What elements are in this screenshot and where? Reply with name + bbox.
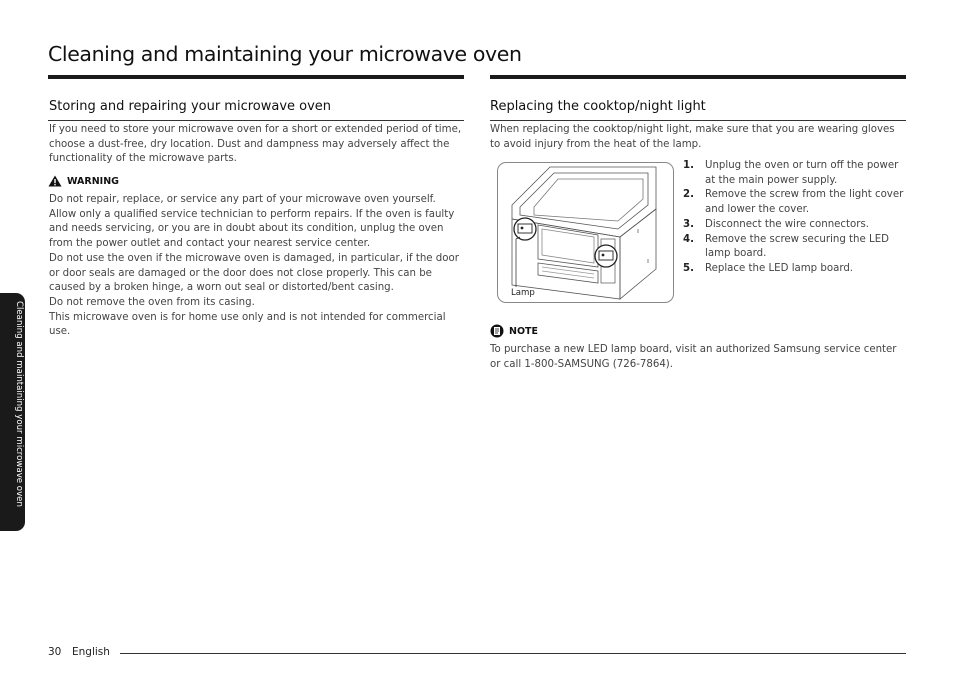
page-title: Cleaning and maintaining your microwave oven: [48, 42, 522, 66]
storing-section-heading: Storing and repairing your microwave oven: [49, 99, 332, 114]
step-text: Disconnect the wire connectors.: [705, 218, 869, 230]
title-rule-left: [48, 75, 464, 79]
step-number: 3.: [683, 218, 694, 230]
step-number: 4.: [683, 233, 694, 245]
footer-rule: [120, 653, 906, 654]
warning-label-text: WARNING: [67, 175, 119, 187]
storing-intro: If you need to store your microwave oven for a short or extended period of time, choose a dust-free, dry location. Dust and dampness may adversely affect the functionality of the microwave parts.: [49, 124, 462, 165]
warning-paragraph: Do not use the oven if the microwave oven is damaged, in particular, if the door or door seals are damaged or the door does not close properly. This can be caused by a broken hinge, a worn out seal or distorted/bent casing.: [49, 252, 459, 294]
microwave-illustration: [498, 163, 673, 302]
step-text: Unplug the oven or turn off the power at the main power supply.: [705, 160, 899, 186]
title-rule-right: [490, 75, 906, 79]
step-text: Replace the LED lamp board.: [705, 262, 854, 274]
step-number: 2.: [683, 189, 694, 201]
warning-triangle-icon: [48, 175, 62, 187]
step-item: [683, 188, 907, 217]
page-number: 30: [48, 646, 62, 658]
chapter-side-tab: [0, 293, 25, 531]
side-tab-label: Cleaning and maintaining your microwave oven: [14, 301, 24, 507]
replacing-intro: When replacing the cooktop/night light, make sure that you are wearing gloves to avoid injury from the heat of the lamp.: [490, 124, 895, 150]
storing-heading-rule: [48, 120, 464, 121]
warning-paragraph: Do not repair, replace, or service any part of your microwave oven yourself. Allow only a qualified service technician to perform repairs. If the oven is faulty and needs servicing, or you are in doubt about its condition, unplug the oven from the power outlet and contact your nearest service center.: [49, 194, 455, 250]
step-item: [683, 233, 907, 262]
microwave-lamp-figure: [497, 162, 674, 303]
replacing-section-heading: Replacing the cooktop/night light: [490, 99, 706, 114]
warning-paragraph: Do not remove the oven from its casing.: [49, 296, 255, 308]
note-label: [490, 324, 538, 338]
step-text: Remove the screw securing the LED lamp board.: [705, 233, 889, 260]
replacement-steps: [683, 159, 907, 277]
step-item: [683, 262, 907, 277]
warning-body: [49, 193, 465, 340]
step-item: [683, 218, 907, 233]
replacing-heading-rule: [490, 120, 906, 121]
lamp-callout-label: Lamp: [511, 288, 535, 298]
step-number: 1.: [683, 160, 694, 171]
warning-label: [48, 175, 119, 187]
note-label-text: NOTE: [509, 325, 538, 337]
footer-language: English: [72, 646, 110, 658]
step-text: Remove the screw from the light cover and lower the cover.: [705, 189, 904, 216]
step-item: [683, 159, 907, 188]
note-text: To purchase a new LED lamp board, visit an authorized Samsung service center or call 1-800-SAMSUNG (726-7864).: [490, 344, 897, 370]
step-number: 5.: [683, 262, 694, 274]
warning-paragraph: This microwave oven is for home use only and is not intended for commercial use.: [49, 311, 446, 338]
note-icon: [490, 324, 504, 338]
